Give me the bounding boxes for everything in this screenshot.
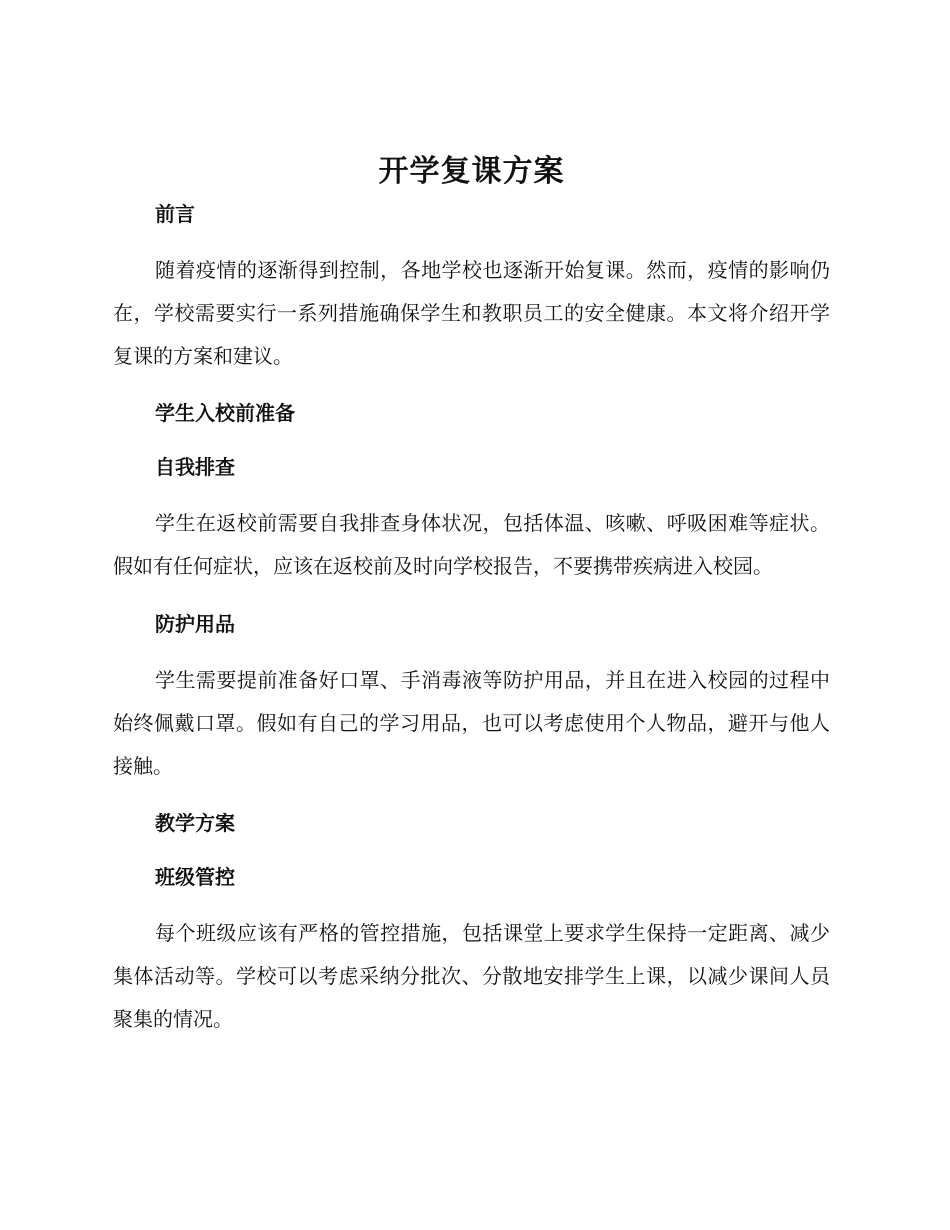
section-paragraph-self-check: 学生在返校前需要自我排查身体状况，包括体温、咳嗽、呼吸困难等症状。假如有任何症状，应该在返校前及时向学校报告，不要携带疾病进入校园。 — [113, 511, 830, 578]
section-heading-protective-supplies: 防护用品 — [155, 612, 235, 636]
section-heading-pre-entry-preparation: 学生入校前准备 — [155, 401, 295, 425]
section-heading-preface: 前言 — [155, 202, 195, 226]
section-paragraph-class-control: 每个班级应该有严格的管控措施，包括课堂上要求学生保持一定距离、减少集体活动等。学校可以考虑采纳分批次、分散地安排学生上课，以减少课间人员聚集的情况。 — [113, 921, 830, 1031]
section-heading-self-check: 自我排查 — [155, 455, 235, 479]
document-title: 开学复课方案 — [378, 154, 565, 189]
section-paragraph-preface: 随着疫情的逐渐得到控制，各地学校也逐渐开始复课。然而，疫情的影响仍在，学校需要实行一系列措施确保学生和教职员工的安全健康。本文将介绍开学复课的方案和建议。 — [113, 258, 830, 368]
section-heading-teaching-plan: 教学方案 — [155, 811, 235, 835]
document-page — [113, 150, 830, 1041]
section-heading-class-control: 班级管控 — [155, 865, 235, 889]
section-paragraph-protective-supplies: 学生需要提前准备好口罩、手消毒液等防护用品，并且在进入校园的过程中始终佩戴口罩。假如有自己的学习用品，也可以考虑使用个人物品，避开与他人接触。 — [113, 668, 830, 778]
